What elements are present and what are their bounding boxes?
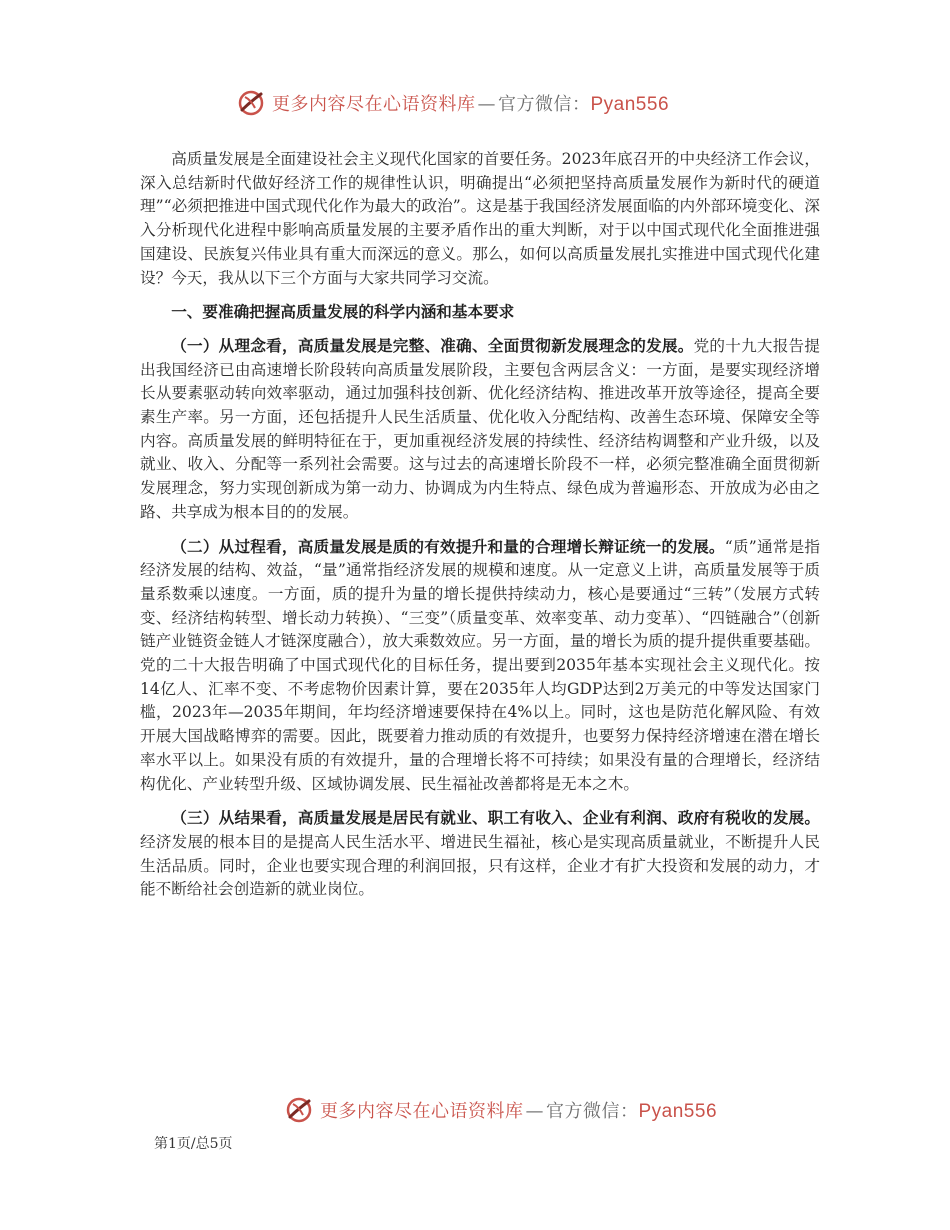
paragraph-process [140,535,820,797]
paragraph-result-lead: （三）从结果看，高质量发展是居民有就业、职工有收入、企业有利润、政府有税收的发展。 [171,808,820,828]
document-body [140,148,820,902]
banner-separator: — [525,1101,544,1122]
paragraph-concept-body: 党的十九大报告提出我国经济已由高速增长阶段转向高质量发展阶段，主要包含两层含义：一方面，是要实现经济增长从要素驱动转向效率驱动，通过加强科技创新、优化经济结构、推进改革开放等途径，提高全要素生产率。另一方面，还包括提升人民生活质量、优化收入分配结构、改善生态环境、保障安全等内容。高质量发展的鲜明特征在于，更加重视经济发展的持续性、经济结构调整和产业升级，以及就业、收入、分配等一系列社会需要。这与过去的高速增长阶段不一样，必须完整准确全面贯彻新发展理念，努力实现创新成为第一动力、协调成为内生特点、绿色成为普遍形态、开放成为必由之路、共享成为根本目的的发展。 [140,336,820,521]
intro-paragraph: 高质量发展是全面建设社会主义现代化国家的首要任务。2023年底召开的中央经济工作会议，深入总结新时代做好经济工作的规律性认识，明确提出“必须把坚持高质量发展作为新时代的硬道理”“必须把推进中国式现代化作为最大的政治”。这是基于我国经济发展面临的内外部环境变化、深入分析现代化进程中影响高质量发展的主要矛盾作出的重大判断，对于以中国式现代化全面推进强国建设、民族复兴伟业具有重大而深远的意义。那么，如何以高质量发展扎实推进中国式现代化建设？今天，我从以下三个方面与大家共同学习交流。 [140,150,820,287]
banner-separator: — [477,94,496,115]
page-number: 第1页/总5页 [154,1136,233,1152]
paragraph-concept [140,334,820,525]
banner-contact-label: 官方微信： [546,1101,639,1122]
paragraph-result-body: 经济发展的根本目的是提高人民生活水平、增进民生福祉，核心是实现高质量就业，不断提升人民生活品质。同时，企业也要实现合理的利润回报，只有这样，企业才有扩大投资和发展的动力，才能不断给社会创造新的就业岗位。 [140,832,820,899]
banner-main: 更多内容尽在心语资料库 [320,1101,524,1122]
banner-main: 更多内容尽在心语资料库 [272,94,476,115]
paragraph-process-lead: （二）从过程看，高质量发展是质的有效提升和量的合理增长辩证统一的发展。 [171,536,725,556]
banner-wechat-id: Pyan556 [638,1101,718,1122]
header-banner [236,88,669,118]
paragraph-result [140,806,820,902]
section-heading: 一、要准确把握高质量发展的科学内涵和基本要求 [171,302,515,322]
banner-text [320,1097,717,1123]
banner-text [272,90,669,116]
banner-contact-label: 官方微信： [498,94,591,115]
footer-banner [284,1095,717,1125]
logo-icon [284,1095,314,1125]
logo-icon [236,88,266,118]
banner-wechat-id: Pyan556 [590,94,670,115]
paragraph-concept-lead: （一）从理念看，高质量发展是完整、准确、全面贯彻新发展理念的发展。 [171,335,694,355]
paragraph-process-body: “质”通常是指经济发展的结构、效益，“量”通常指经济发展的规模和速度。从一定意义上讲，高质量发展等于质量系数乘以速度。一方面，质的提升为量的增长提供持续动力，核心是要通过“三转”（发展方式转变、经济结构转型、增长动力转换）、“三变”（质量变革、效率变革、动力变革）、“四链融合”（创新链产业链资金链人才链深度融合），放大乘数效应。另一方面，量的增长为质的提升提供重要基础。党的二十大报告明确了中国式现代化的目标任务，提出要到2035年基本实现社会主义现代化。按14亿人、汇率不变、不考虑物价因素计算，要在2035年人均GDP达到2万美元的中等发达国家门槛，2023年—2035年期间，年均经济增速要保持在4%以上。同时，这也是防范化解风险、有效开展大国战略博弈的需要。因此，既要着力推动质的有效提升，也要努力保持经济增速在潜在增长率水平以上。如果没有质的有效提升，量的合理增长将不可持续；如果没有量的合理增长，经济结构优化、产业转型升级、区域协调发展、民生福祉改善都将是无本之木。 [140,537,820,793]
